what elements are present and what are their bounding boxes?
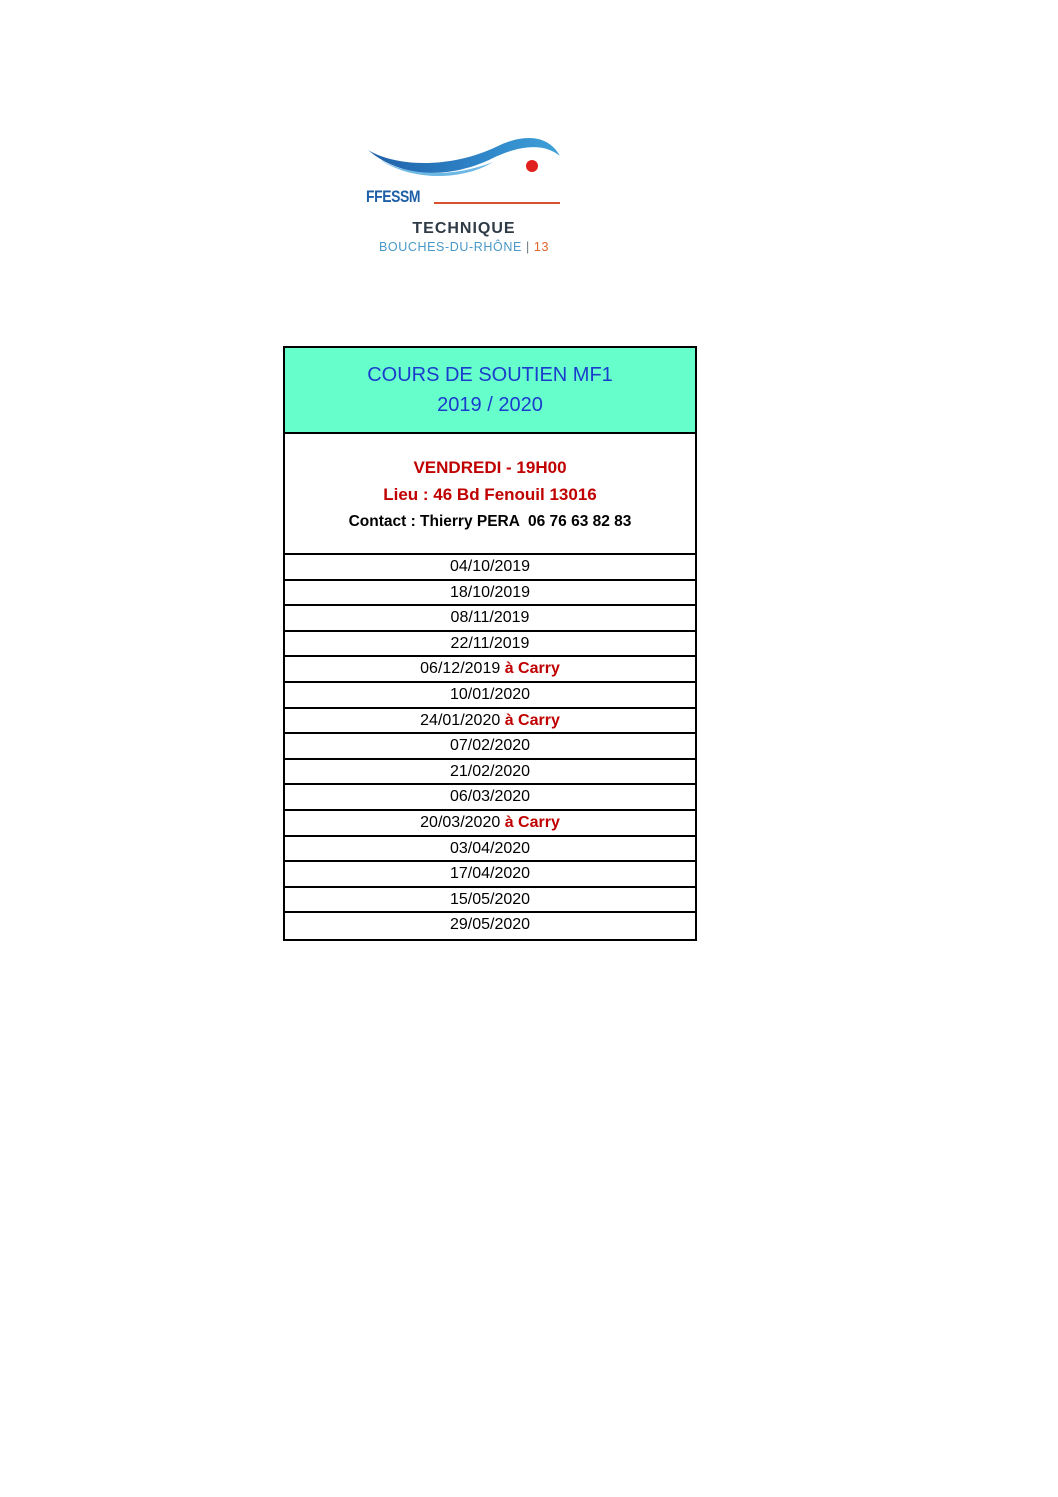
row-date: 10/01/2020 <box>449 685 531 703</box>
location: Lieu : 46 Bd Fenouil 13016 <box>383 485 597 504</box>
table-row <box>285 888 695 914</box>
ffessm-logo <box>358 128 570 264</box>
table-row <box>285 913 695 939</box>
table-info <box>285 434 695 555</box>
row-date: 20/03/2020 <box>420 813 501 831</box>
table-row <box>285 862 695 888</box>
logo-wordmark: FFESSM <box>366 187 421 206</box>
table-row <box>285 734 695 760</box>
schedule-table <box>283 346 697 941</box>
row-date: 15/05/2020 <box>449 890 531 908</box>
table-row <box>285 837 695 863</box>
table-header <box>285 348 695 434</box>
table-row <box>285 632 695 658</box>
table-row <box>285 581 695 607</box>
table-row <box>285 760 695 786</box>
logo-underline <box>434 202 560 204</box>
logo-region-number: 13 <box>533 240 550 254</box>
schedule-time: VENDREDI - 19H00 <box>413 458 567 477</box>
logo-region-separator: | <box>525 240 530 254</box>
contact: Contact : Thierry PERA 06 76 63 82 83 <box>348 513 632 530</box>
logo-subtitle: TECHNIQUE <box>412 220 516 237</box>
table-row <box>285 785 695 811</box>
row-date: 07/02/2020 <box>449 737 531 755</box>
row-date: 06/03/2020 <box>449 788 531 806</box>
table-row <box>285 555 695 581</box>
row-date: 06/12/2019 <box>420 660 501 678</box>
table-row <box>285 606 695 632</box>
row-date: 08/11/2019 <box>450 609 530 627</box>
table-row <box>285 683 695 709</box>
table-season: 2019 / 2020 <box>437 394 543 416</box>
row-date: 29/05/2020 <box>449 916 531 934</box>
row-date: 03/04/2020 <box>449 839 531 857</box>
row-date: 04/10/2019 <box>449 558 531 575</box>
row-location-note: à Carry <box>504 711 560 729</box>
row-date: 22/11/2019 <box>450 634 530 652</box>
row-location-note: à Carry <box>504 813 560 831</box>
table-row <box>285 811 695 837</box>
row-date: 17/04/2020 <box>449 865 531 883</box>
row-date: 24/01/2020 <box>420 711 501 729</box>
logo-region-name: BOUCHES-DU-RHÔNE <box>378 240 522 254</box>
logo-region <box>358 240 570 254</box>
table-row <box>285 657 695 683</box>
row-location-note: à Carry <box>504 660 560 678</box>
row-date: 21/02/2020 <box>449 762 531 780</box>
date-list <box>285 555 695 939</box>
row-date: 18/10/2019 <box>449 583 531 601</box>
table-title: COURS DE SOUTIEN MF1 <box>367 364 613 386</box>
table-row <box>285 709 695 735</box>
